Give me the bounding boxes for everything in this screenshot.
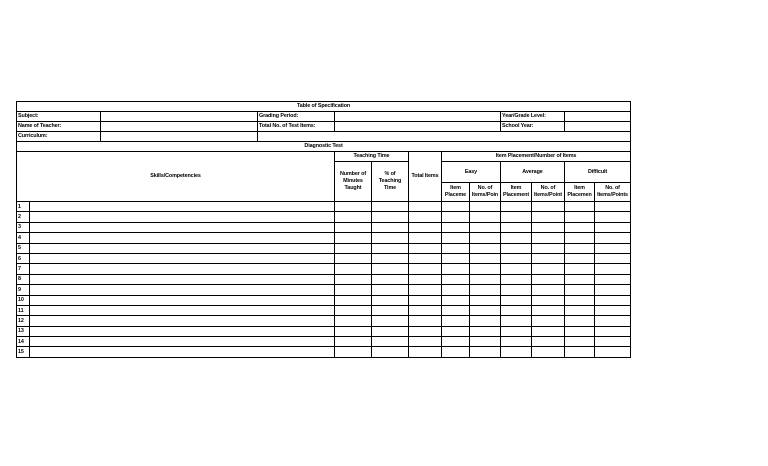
difficult-count-cell[interactable] <box>595 274 631 284</box>
difficult-placement-cell[interactable] <box>565 316 595 326</box>
table-title: Table of Specification <box>17 102 631 112</box>
minutes-cell[interactable] <box>335 337 372 347</box>
easy-count-cell[interactable] <box>470 326 501 336</box>
skill-cell[interactable] <box>30 316 335 326</box>
row-number: 1 <box>17 202 30 212</box>
total-items-cell[interactable] <box>409 243 442 253</box>
curriculum-extra-cell[interactable] <box>258 132 631 142</box>
average-placement-cell[interactable] <box>501 326 532 336</box>
easy-placement-cell[interactable] <box>442 316 470 326</box>
minutes-cell[interactable] <box>335 222 372 232</box>
difficult-placement-cell[interactable] <box>565 264 595 274</box>
percent-cell[interactable] <box>372 233 409 243</box>
row-number: 15 <box>17 347 30 357</box>
minutes-cell[interactable] <box>335 264 372 274</box>
item-placement-header: Item Placement/Number of Items <box>442 152 631 162</box>
skill-cell[interactable] <box>30 212 335 222</box>
percent-cell[interactable] <box>372 295 409 305</box>
total-items-cell[interactable] <box>409 274 442 284</box>
difficult-placement-cell[interactable] <box>565 295 595 305</box>
minutes-cell[interactable] <box>335 274 372 284</box>
total-items-value-cell[interactable] <box>335 122 501 132</box>
school-year-value-cell[interactable] <box>565 122 631 132</box>
difficult-placement-cell[interactable] <box>565 243 595 253</box>
average-placement-cell[interactable] <box>501 253 532 263</box>
easy-placement-cell[interactable] <box>442 212 470 222</box>
easy-placement-cell[interactable] <box>442 295 470 305</box>
easy-placement-cell[interactable] <box>442 274 470 284</box>
difficult-header: Difficult <box>565 162 631 183</box>
total-items-cell[interactable] <box>409 233 442 243</box>
easy-count-cell[interactable] <box>470 347 501 357</box>
easy-count-cell[interactable] <box>470 222 501 232</box>
table-row <box>17 274 631 284</box>
easy-placement-cell[interactable] <box>442 233 470 243</box>
average-placement-cell[interactable] <box>501 212 532 222</box>
row-number: 3 <box>17 222 30 232</box>
table-row <box>17 222 631 232</box>
total-items-cell[interactable] <box>409 285 442 295</box>
table-row <box>17 285 631 295</box>
easy-count-cell[interactable] <box>470 295 501 305</box>
average-placement-header: Item Placement <box>501 183 532 202</box>
average-placement-cell[interactable] <box>501 295 532 305</box>
row-number: 2 <box>17 212 30 222</box>
skill-cell[interactable] <box>30 285 335 295</box>
easy-placement-cell[interactable] <box>442 326 470 336</box>
average-placement-cell[interactable] <box>501 305 532 315</box>
skill-cell[interactable] <box>30 337 335 347</box>
percent-cell[interactable] <box>372 347 409 357</box>
percent-cell[interactable] <box>372 337 409 347</box>
easy-count-cell[interactable] <box>470 212 501 222</box>
average-placement-cell[interactable] <box>501 316 532 326</box>
total-items-cell[interactable] <box>409 295 442 305</box>
average-header: Average <box>501 162 565 183</box>
average-count-cell[interactable] <box>532 253 565 263</box>
minutes-cell[interactable] <box>335 243 372 253</box>
total-items-cell[interactable] <box>409 202 442 212</box>
total-items-cell[interactable] <box>409 222 442 232</box>
minutes-cell[interactable] <box>335 253 372 263</box>
easy-count-cell[interactable] <box>470 253 501 263</box>
table-row <box>17 264 631 274</box>
total-items-cell[interactable] <box>409 212 442 222</box>
average-count-cell[interactable] <box>532 347 565 357</box>
row-number: 4 <box>17 233 30 243</box>
average-count-cell[interactable] <box>532 233 565 243</box>
easy-count-cell[interactable] <box>470 316 501 326</box>
skill-cell[interactable] <box>30 326 335 336</box>
row-number: 14 <box>17 337 30 347</box>
test-type: Diagnostic Test <box>17 142 631 152</box>
specification-table <box>16 101 631 358</box>
average-placement-cell[interactable] <box>501 233 532 243</box>
average-count-cell[interactable] <box>532 243 565 253</box>
skill-cell[interactable] <box>30 347 335 357</box>
skill-cell[interactable] <box>30 202 335 212</box>
minutes-cell[interactable] <box>335 347 372 357</box>
difficult-count-cell[interactable] <box>595 233 631 243</box>
skill-cell[interactable] <box>30 305 335 315</box>
percent-cell[interactable] <box>372 305 409 315</box>
average-count-cell[interactable] <box>532 326 565 336</box>
percent-cell[interactable] <box>372 326 409 336</box>
year-grade-label: Year/Grade Level: <box>501 112 565 122</box>
difficult-count-cell[interactable] <box>595 316 631 326</box>
difficult-count-cell[interactable] <box>595 222 631 232</box>
minutes-cell[interactable] <box>335 285 372 295</box>
average-count-cell[interactable] <box>532 202 565 212</box>
easy-header: Easy <box>442 162 501 183</box>
total-items-cell[interactable] <box>409 326 442 336</box>
average-placement-cell[interactable] <box>501 202 532 212</box>
average-placement-cell[interactable] <box>501 264 532 274</box>
easy-placement-cell[interactable] <box>442 347 470 357</box>
total-items-header: Total Items <box>409 152 442 202</box>
difficult-count-cell[interactable] <box>595 243 631 253</box>
average-count-cell[interactable] <box>532 222 565 232</box>
average-placement-cell[interactable] <box>501 243 532 253</box>
average-count-cell[interactable] <box>532 316 565 326</box>
difficult-count-cell[interactable] <box>595 202 631 212</box>
difficult-placement-cell[interactable] <box>565 222 595 232</box>
difficult-placement-cell[interactable] <box>565 212 595 222</box>
percent-cell[interactable] <box>372 202 409 212</box>
grading-period-label: Grading Period: <box>258 112 335 122</box>
average-count-cell[interactable] <box>532 305 565 315</box>
row-number: 8 <box>17 274 30 284</box>
curriculum-label: Curriculum: <box>17 132 101 142</box>
percent-cell[interactable] <box>372 285 409 295</box>
minutes-taught-header: Number of Minutes Taught <box>335 162 372 202</box>
difficult-count-cell[interactable] <box>595 264 631 274</box>
subject-label: Subject: <box>17 112 101 122</box>
difficult-count-cell[interactable] <box>595 326 631 336</box>
grading-period-value-cell[interactable] <box>335 112 501 122</box>
percent-teaching-time-header: % of Teaching Time <box>372 162 409 202</box>
total-items-cell[interactable] <box>409 316 442 326</box>
easy-count-cell[interactable] <box>470 305 501 315</box>
difficult-placement-cell[interactable] <box>565 253 595 263</box>
skill-cell[interactable] <box>30 264 335 274</box>
difficult-count-header: No. of Items/Points <box>595 183 631 202</box>
percent-cell[interactable] <box>372 222 409 232</box>
difficult-count-cell[interactable] <box>595 347 631 357</box>
difficult-placement-cell[interactable] <box>565 285 595 295</box>
easy-placement-header: Item Placeme <box>442 183 470 202</box>
table-row <box>17 233 631 243</box>
average-count-header: No. of Items/Point <box>532 183 565 202</box>
table-row <box>17 316 631 326</box>
easy-count-cell[interactable] <box>470 264 501 274</box>
percent-cell[interactable] <box>372 274 409 284</box>
easy-count-cell[interactable] <box>470 233 501 243</box>
difficult-count-cell[interactable] <box>595 285 631 295</box>
minutes-cell[interactable] <box>335 305 372 315</box>
table-row <box>17 243 631 253</box>
percent-cell[interactable] <box>372 264 409 274</box>
easy-placement-cell[interactable] <box>442 285 470 295</box>
easy-count-cell[interactable] <box>470 243 501 253</box>
school-year-label: School Year: <box>501 122 565 132</box>
skill-rows <box>17 202 631 358</box>
total-items-cell[interactable] <box>409 253 442 263</box>
table-row <box>17 305 631 315</box>
row-number: 10 <box>17 295 30 305</box>
table-row <box>17 202 631 212</box>
total-items-cell[interactable] <box>409 347 442 357</box>
skill-cell[interactable] <box>30 295 335 305</box>
minutes-cell[interactable] <box>335 316 372 326</box>
difficult-placement-cell[interactable] <box>565 326 595 336</box>
easy-count-cell[interactable] <box>470 274 501 284</box>
teacher-value-cell[interactable] <box>101 122 258 132</box>
difficult-placement-cell[interactable] <box>565 202 595 212</box>
difficult-count-cell[interactable] <box>595 295 631 305</box>
table-row <box>17 295 631 305</box>
table-row <box>17 337 631 347</box>
average-count-cell[interactable] <box>532 264 565 274</box>
difficult-count-cell[interactable] <box>595 305 631 315</box>
skill-cell[interactable] <box>30 243 335 253</box>
curriculum-value-cell[interactable] <box>101 132 258 142</box>
easy-placement-cell[interactable] <box>442 337 470 347</box>
difficult-count-cell[interactable] <box>595 337 631 347</box>
skill-cell[interactable] <box>30 253 335 263</box>
difficult-placement-cell[interactable] <box>565 347 595 357</box>
teacher-label: Name of Teacher: <box>17 122 101 132</box>
easy-count-cell[interactable] <box>470 285 501 295</box>
difficult-placement-cell[interactable] <box>565 274 595 284</box>
row-number: 12 <box>17 316 30 326</box>
difficult-placement-cell[interactable] <box>565 337 595 347</box>
difficult-placement-cell[interactable] <box>565 233 595 243</box>
average-placement-cell[interactable] <box>501 222 532 232</box>
easy-count-cell[interactable] <box>470 202 501 212</box>
subject-value-cell[interactable] <box>101 112 258 122</box>
minutes-cell[interactable] <box>335 202 372 212</box>
skill-cell[interactable] <box>30 274 335 284</box>
row-number: 11 <box>17 305 30 315</box>
total-items-cell[interactable] <box>409 337 442 347</box>
easy-count-cell[interactable] <box>470 337 501 347</box>
average-placement-cell[interactable] <box>501 285 532 295</box>
easy-placement-cell[interactable] <box>442 222 470 232</box>
average-placement-cell[interactable] <box>501 274 532 284</box>
year-grade-value-cell[interactable] <box>565 112 631 122</box>
average-placement-cell[interactable] <box>501 337 532 347</box>
total-items-cell[interactable] <box>409 264 442 274</box>
table-of-specification-sheet <box>16 101 630 358</box>
average-count-cell[interactable] <box>532 337 565 347</box>
row-number: 6 <box>17 253 30 263</box>
easy-placement-cell[interactable] <box>442 264 470 274</box>
row-number: 9 <box>17 285 30 295</box>
minutes-cell[interactable] <box>335 212 372 222</box>
difficult-count-cell[interactable] <box>595 212 631 222</box>
difficult-count-cell[interactable] <box>595 253 631 263</box>
easy-placement-cell[interactable] <box>442 202 470 212</box>
teaching-time-header: Teaching Time <box>335 152 409 162</box>
average-count-cell[interactable] <box>532 295 565 305</box>
row-number: 7 <box>17 264 30 274</box>
percent-cell[interactable] <box>372 212 409 222</box>
total-items-cell[interactable] <box>409 305 442 315</box>
easy-placement-cell[interactable] <box>442 243 470 253</box>
average-placement-cell[interactable] <box>501 347 532 357</box>
minutes-cell[interactable] <box>335 233 372 243</box>
easy-placement-cell[interactable] <box>442 305 470 315</box>
row-number: 5 <box>17 243 30 253</box>
table-row <box>17 212 631 222</box>
total-items-label: Total No. of Test Items: <box>258 122 335 132</box>
difficult-placement-cell[interactable] <box>565 305 595 315</box>
minutes-cell[interactable] <box>335 326 372 336</box>
table-row <box>17 253 631 263</box>
skill-cell[interactable] <box>30 222 335 232</box>
average-count-cell[interactable] <box>532 274 565 284</box>
average-count-cell[interactable] <box>532 285 565 295</box>
percent-cell[interactable] <box>372 253 409 263</box>
table-row <box>17 326 631 336</box>
skill-cell[interactable] <box>30 233 335 243</box>
easy-placement-cell[interactable] <box>442 253 470 263</box>
table-row <box>17 347 631 357</box>
skills-header: Skills/Competencies <box>17 152 335 202</box>
average-count-cell[interactable] <box>532 212 565 222</box>
percent-cell[interactable] <box>372 316 409 326</box>
minutes-cell[interactable] <box>335 295 372 305</box>
difficult-placement-header: Item Placemen <box>565 183 595 202</box>
easy-count-header: No. of Items/Poin <box>470 183 501 202</box>
row-number: 13 <box>17 326 30 336</box>
percent-cell[interactable] <box>372 243 409 253</box>
